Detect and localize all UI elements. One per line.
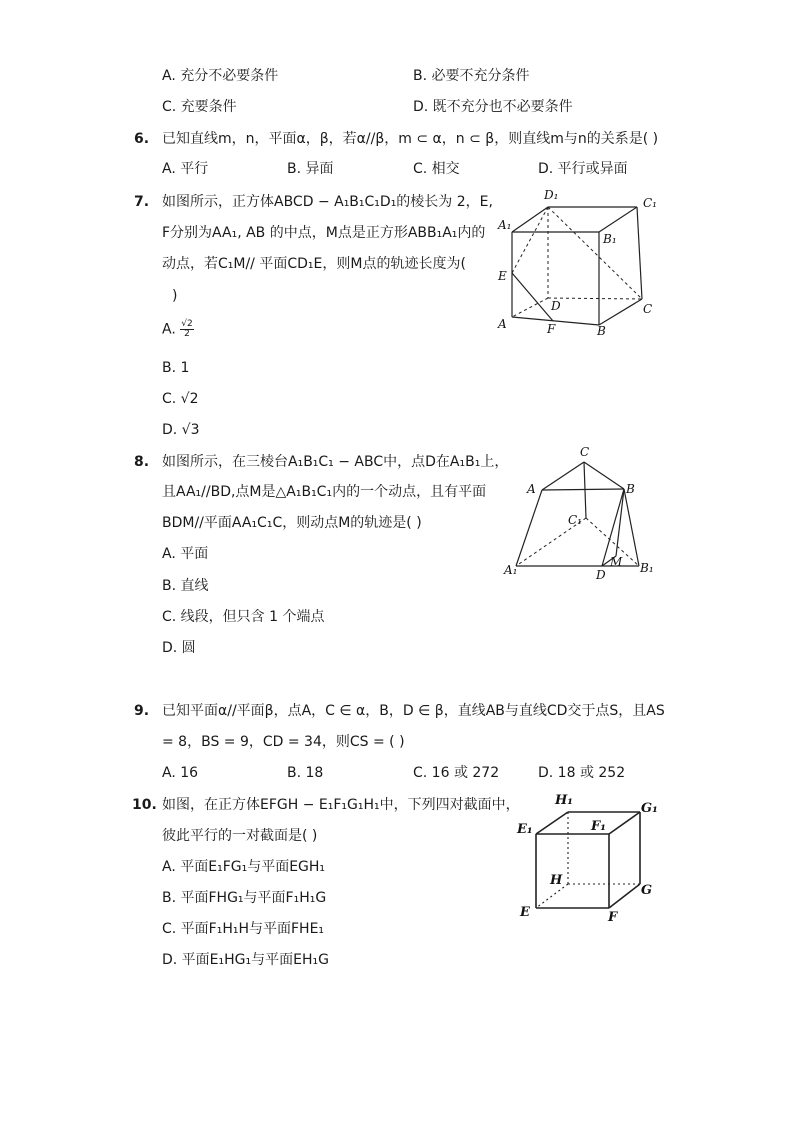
q9-stem-line: = 8，BS = 9，CD = 34，则CS = ( ): [162, 734, 405, 750]
q8-number: 8.: [134, 454, 150, 470]
label-d: D: [551, 299, 561, 313]
q8-stem-line: 如图所示，在三棱台A₁B₁C₁ − ABC中，点D在A₁B₁上，: [162, 454, 509, 470]
label-g1: G₁: [641, 801, 658, 816]
q8-frustum-figure: [500, 440, 660, 585]
edge: [584, 462, 624, 489]
q8-option-a: A. 平面: [162, 546, 209, 562]
edge: [599, 299, 642, 325]
label-g: G: [641, 883, 653, 898]
label-a: A: [527, 482, 536, 496]
q8-option-c: C. 线段，但只含 1 个端点: [162, 609, 325, 625]
q7-option-c: C. √2: [162, 391, 199, 407]
label-f1: F₁: [591, 819, 606, 834]
label-e1: E₁: [517, 822, 533, 837]
q7-option-b: B. 1: [162, 360, 190, 376]
q7-cube-figure: [495, 185, 665, 340]
q9-option-d: D. 18 或 252: [538, 765, 626, 781]
label-c: C: [643, 302, 653, 316]
q6-stem: 已知直线m，n，平面α，β，若α//β，m ⊂ α，n ⊂ β，则直线m与n的关系是( ): [162, 131, 659, 147]
q10-option-c: C. 平面F₁H₁H与平面FHE₁: [162, 921, 325, 937]
q8-option-b: B. 直线: [162, 578, 209, 594]
label-b: B: [597, 324, 606, 338]
label-a1: A₁: [504, 563, 518, 577]
q7-stem-line: 动点，若C₁M// 平面CD₁E，则M点的轨迹长度为(: [162, 256, 466, 272]
q7-stem-line: ): [172, 288, 178, 304]
edge: [637, 207, 642, 299]
edge: [512, 317, 599, 325]
q5-option-c: C. 充要条件: [162, 99, 237, 115]
label-c: C: [580, 445, 590, 459]
edge: [542, 462, 584, 490]
label-e: E: [498, 269, 507, 283]
q7-option-d: D. √3: [162, 422, 200, 438]
label-a: A: [498, 317, 507, 331]
edge: [609, 884, 640, 908]
label-e: E: [520, 905, 530, 920]
q10-number: 10.: [132, 797, 157, 813]
label-b1: B₁: [603, 232, 617, 246]
q9-option-a: A. 16: [162, 765, 199, 781]
label-f: F: [547, 322, 556, 336]
hidden-edge: [548, 298, 642, 299]
q7-number: 7.: [134, 194, 150, 210]
edge: [542, 489, 624, 490]
q9-stem-line: 已知平面α//平面β，点A，C ∈ α，B，D ∈ β，直线AB与直线CD交于点S，且AS: [162, 703, 665, 719]
q7-option-a: [162, 320, 194, 339]
edge: [536, 812, 568, 834]
edge: [599, 207, 637, 232]
q6-option-b: B. 异面: [287, 161, 334, 177]
q7-stem-line: F分别为AA₁, AB 的中点，M点是正方形ABB₁A₁内的: [162, 225, 486, 241]
q6-option-a: A. 平行: [162, 161, 209, 177]
q5-option-a: A. 充分不必要条件: [162, 68, 279, 84]
q6-option-d: D. 平行或异面: [538, 161, 628, 177]
label-h: H: [550, 873, 563, 888]
label-a1: A₁: [498, 218, 512, 232]
q5-option-b: B. 必要不充分条件: [413, 68, 530, 84]
q6-option-c: C. 相交: [413, 161, 460, 177]
label-d: D: [596, 568, 606, 582]
label-c1: C₁: [643, 196, 657, 210]
q10-cube-figure: [512, 788, 662, 928]
label-b: B: [626, 482, 635, 496]
label-d1: D₁: [544, 188, 559, 202]
q8-stem-line: 且AA₁//BD,点M是△A₁B₁C₁内的一个动点，且有平面: [162, 484, 487, 500]
q9-option-c: C. 16 或 272: [413, 765, 500, 781]
q7-stem-line: 如图所示，正方体ABCD − A₁B₁C₁D₁的棱长为 2，E,: [162, 194, 493, 210]
fraction-denominator: 2: [184, 329, 190, 339]
q8-stem-line: BDM//平面AA₁C₁C，则动点M的轨迹是( ): [162, 515, 422, 531]
q10-stem-line: 彼此平行的一对截面是( ): [162, 828, 318, 844]
label-b1: B₁: [640, 561, 654, 575]
q10-option-b: B. 平面FHG₁与平面F₁H₁G: [162, 890, 327, 906]
segment-bm: [616, 489, 624, 556]
q10-option-d: D. 平面E₁HG₁与平面EH₁G: [162, 952, 329, 968]
q9-number: 9.: [134, 703, 150, 719]
q6-number: 6.: [134, 131, 150, 147]
edge: [512, 207, 548, 232]
q7-option-a-label: A.: [162, 321, 176, 338]
q10-stem-line: 如图，在正方体EFGH − E₁F₁G₁H₁中，下列四对截面中，: [162, 797, 520, 813]
q9-option-b: B. 18: [287, 765, 324, 781]
hidden-edge: [512, 298, 548, 317]
segment-ef: [512, 273, 553, 321]
label-h1: H₁: [555, 793, 573, 808]
edge: [609, 812, 640, 834]
label-f: F: [608, 910, 618, 925]
q10-option-a: A. 平面E₁FG₁与平面EGH₁: [162, 859, 326, 875]
fraction: [180, 320, 193, 339]
hidden-line: [512, 207, 548, 273]
hidden-line: [548, 207, 642, 299]
label-m: M: [610, 555, 623, 569]
edge: [516, 490, 542, 566]
q8-option-d: D. 圆: [162, 640, 196, 656]
label-c1: C₁: [568, 513, 582, 527]
fraction-numerator: √2: [181, 319, 193, 329]
q5-option-d: D. 既不充分也不必要条件: [413, 99, 573, 115]
